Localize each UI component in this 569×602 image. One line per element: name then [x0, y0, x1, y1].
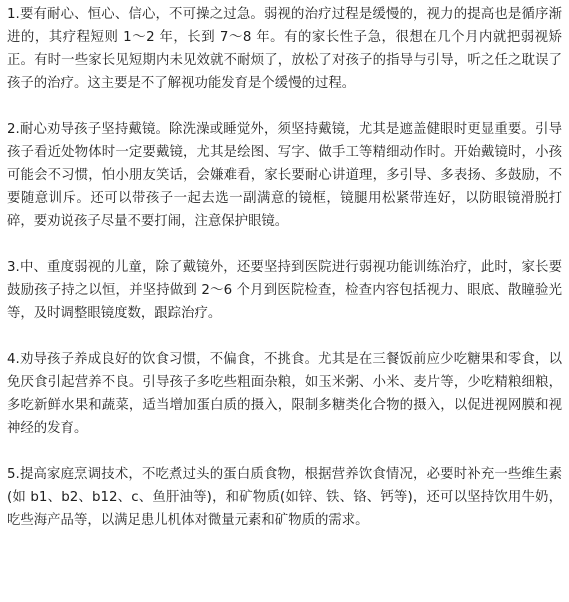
paragraph-1: 1.要有耐心、恒心、信心，不可操之过急。弱视的治疗过程是缓慢的，视力的提高也是循序渐进的，其疗程短则 1～2 年，长到 7～8 年。有的家长性子急，很想在几个月内就把弱视矫正。有时一些家长见短期内未见效就不耐烦了，放松了对孩子的指导与引导，听之任之耽误了孩子的治疗。这主要是不了解视功能发育是个缓慢的过程。: [7, 7, 562, 91]
paragraph-2: 2.耐心劝导孩子坚持戴镜。除洗澡或睡觉外，须坚持戴镜，尤其是遮盖健眼时更显重要。引导孩子看近处物体时一定要戴镜，尤其是绘图、写字、做手工等精细动作时。开始戴镜时，小孩可能会不习惯，怕小朋友笑话，会嫌难看，家长要耐心讲道理，多引导、多表扬、多鼓励，不要随意训斥。还可以带孩子一起去选一副满意的镜框，镜腿用松紧带连好，以防眼镜滑脱打碎，要劝说孩子尽量不要打闹，注意保护眼镜。: [7, 122, 562, 229]
paragraph-5: 5.提高家庭烹调技术，不吃煮过头的蛋白质食物，根据营养饮食情况，必要时补充一些维生素(如 b1、b2、b12、c、鱼肝油等)，和矿物质(如锌、铁、铬、钙等)，还可以坚持饮用牛奶，吃些海产品等，以满足患儿机体对微量元素和矿物质的需求。: [7, 467, 562, 528]
paragraph-3: 3.中、重度弱视的儿童，除了戴镜外，还要坚持到医院进行弱视功能训练治疗，此时，家长要鼓励孩子持之以恒，并坚持做到 2～6 个月到医院检查，检查内容包括视力、眼底、散瞳验光等，及时调整眼镜度数，跟踪治疗。: [7, 260, 562, 321]
paragraph-4: 4.劝导孩子养成良好的饮食习惯，不偏食，不挑食。尤其是在三餐饭前应少吃糖果和零食，以免厌食引起营养不良。引导孩子多吃些粗面杂粮，如玉米粥、小米、麦片等，少吃精粮细粮，多吃新鲜水果和蔬菜，适当增加蛋白质的摄入，限制多糖类化合物的摄入，以促进视网膜和视神经的发育。: [7, 352, 562, 436]
